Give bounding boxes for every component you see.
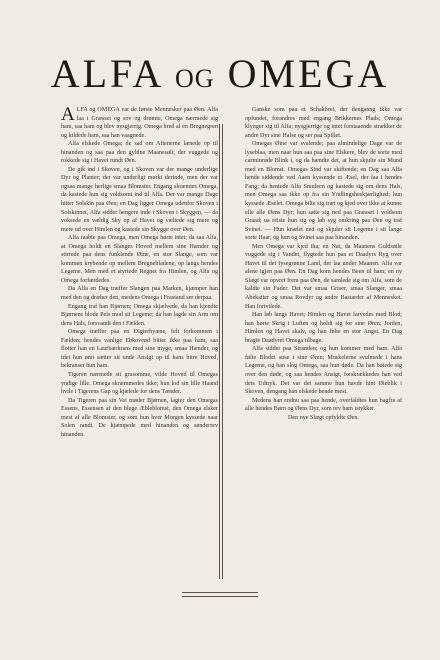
right-column xyxy=(245,106,402,422)
page-title xyxy=(0,50,440,97)
drop-cap: A xyxy=(61,104,75,125)
paragraph: Omega træffer paa en Digterhyæne, felt forkommen i Fælden; hendes vanlige Ebkoveød bitter ikke paa ham, saa flotter han en Laurbærkrans med sine myge, smaa Hænder, og idet hun ømt sætter sit unde Ansigt op til hans bitre Hoved, bekranser hun ham. xyxy=(61,329,218,370)
paragraph: Alfa elskede Omega; de sad om Aftenerne lænede op til hinanden og saa paa den gyldne Maanesølt, der vuggede og rokkede sig i Havet rundt Øen. xyxy=(61,141,218,165)
closing-line: Den nye Slægt opfyldte Øen. xyxy=(288,414,359,421)
paragraph-text: LFA og OMEGA var de første Mennesker paa Øen. Alfa laa i Græsset og sov og drømte, Omega nærmede sig ham, saa ham og blev nysgjerrig. Omega bred al en Bregnegren og kildede ham, saa han vaagnede. xyxy=(61,107,218,139)
paragraph: Medens han endnu saa paa hende, overfaldtes hun bagfra af alle hendes Børn og Øens Dyr, som rev ham istykker. xyxy=(245,397,402,413)
title-og: OG xyxy=(175,64,215,93)
paragraph: Da Alfa en Dag træffer Slangen paa Marken, kjæmper han med den og dræber den, medens Omega i Frastand ser derpaa. xyxy=(61,286,218,302)
paragraph: Tigeren nærmede sit grusomme, vilde Hoved til Omegas yndige lille. Omega skræmmedes ikke; hun lod sin lille Haand hvile i Tigerens Gap og kjælede for dens Tænder. xyxy=(61,371,218,396)
left-column xyxy=(61,106,218,439)
paragraph: Ganske som paa et Schakbret, der denganng ikke var opfundet, forandres med engang Brikkernes Plads; Omega klynger sig til Alfa; nysgjerrige og intet forstaaende strækker de andre Dyr sine Halse og ser paa Spillet. xyxy=(245,107,402,139)
bottom-rule xyxy=(182,592,258,597)
column-divider xyxy=(219,124,223,579)
paragraph: De gik ind i Skoven, og i Skoven var der mange underlige Dyr og Planter; der var underligt mørkt derinde, men der var ogsaa mange herlige smaa Blomster. Engang skræmtes Omega, da kastede hun sig voldsomt ind til Alfa. Der var mange Dage hitter Solskin paa Øen; en Dag ligger Omega udenfor Skoven i Solskinnet, Alfa sidder længere inde i Skoven i Skyggen, — da voksede en vældig Sky op af Havet og væltede sig mere og mere ud over Himlen og kastede sin Skygge over Øen. xyxy=(61,166,218,233)
paragraph: Omegas Øine var svalende; paa almindelige Dage var de lyseblaa, men naar hun saa paa sine Elskere, blev de sorte med carminrøde Blink i, og da hændte det, at hun skjulte sin Mund med en Blomst. Omegas Sind var skiftende; en Dag saa Alfa hende siddende ved Aaen kyssende et Æsel, der laa i hendes Fang; da hentede Alfa Smuleen og kastede sig om dens Hals, men Omega saa ikke op fra sin Yndlingsheskjærlighed; hun kyssede Æselet. Omega bilte sig træt og kjed over ikke at kunne elle alle Øens Dyr; hun satte sig ned paa Græsset i voldsom Graad; ua reiste hun sig og løb syg omkring paa Øen og traf Svinet. — Hun knælet ned og skjuler sit Legeme i sit lange sorte Haar, og hun og Svinet saa paa hinanden. xyxy=(245,141,402,242)
title-alfa: ALFA xyxy=(50,51,163,96)
paragraph xyxy=(61,106,218,140)
title-omega: OMEGA xyxy=(227,51,390,96)
paragraph: Men Omega var kjed iha; en Nat, da Maanens Guldsøile vuggede sig i Vandet, flygtede hun paa et Daadyrs Ryg over Havet til det fysegrønne Land, der laa under Maanen. Alfa var alene igjen paa Øen. En Dag kom hendes Been til ham; en ny Slægt var opvret frem paa Øen, de samlede sig om Alfa, som de kaldte sin Fader. Det var smaa Griser, smaa Slanger, smaa Abekatter og smaa Rovdyr og andre Bastarder af Mennesket. Han fortvilede. xyxy=(245,243,402,310)
paragraph: Han løb langs Havet; Himlen og Havet farvedes med Blod; han hørte Skrig i Luften og holdt sig for sine Øren; Jorden, Himlen og Havet skalv, og han følte en stor Angst. En Dag bragte Daadyret Omega tilbage. xyxy=(245,312,402,344)
paragraph: Alfa sidder paa Stranden; og hun kommer med ham. Alfa følte Blodet suse i sine Øren; Muskelerne svulmede i hans Legeme, og han slog Omega, saa hun døde. Da han bøiede sig over den døde, og saa hendes Ansigt, forskrækkedes han ved dets Udtryk. Det var det samme hun havde hint Øieblik i Skoven, dengang han elskede hende mest. xyxy=(245,346,402,396)
paragraph: Da Tigeren paa sin Vei møder Bjørnen, lagter den Omegas Essens, Essensen af den blege Æbleblomst, den Omega elsker mest af alle Blomster, og som hun hver Morgen kyssede naar Solen randt. De kjæmpede med hinanden og sønderrev hinanden. xyxy=(61,397,218,438)
paragraph: Engang traf han Bjørnen; Omega skjælvede, da han kjendte Bjørnens blode Pels mod sit Legeme; da han lagde sin Arm om dens Hals, forsvandt den i Fælden. xyxy=(61,303,218,327)
paragraph: Alfa raabte paa Omega, men Omega hørte intet; da saa Alfa, at Omega holdt en Slanges Hoved mellem sine Hænder og stirrede paa dens funklende Øine, en stor Slange, som var kommen krybende op mellem Bregnebladene, op langs hendes Legeme. Men med et styrtede Regnet fra Himlen, og Alfa og Omega forfærdedes. xyxy=(61,235,218,284)
